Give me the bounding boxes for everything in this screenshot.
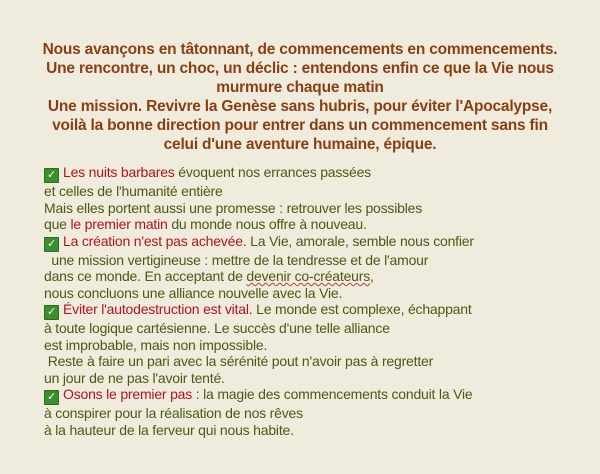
- intro-line: Nous avançons en tâtonnant, de commencements en commencements.: [42, 41, 558, 58]
- section-text-line: et celles de l'humanité entière: [44, 183, 223, 199]
- text-fragment: dans ce monde. En acceptant de: [44, 268, 247, 284]
- checkbox-icon: ✓: [44, 237, 59, 252]
- section-title: La création n'est pas achevée.: [63, 232, 247, 249]
- section-text-line: [44, 216, 564, 233]
- section-title: Les nuits barbares: [63, 164, 175, 180]
- section-text-line: Reste à faire un pari avec la sérénité pout n'avoir pas à regretter: [44, 353, 434, 369]
- section-text: évoquent nos errances passées: [178, 164, 371, 180]
- section-4-first-line: [44, 386, 564, 405]
- section-text-line: une mission vertigineuse : mettre de la tendresse et de l'amour: [44, 251, 429, 268]
- section-text-line: un jour de ne pas l'avoir tenté.: [44, 369, 225, 386]
- highlight-text: le premier matin: [70, 216, 168, 232]
- section-text-line: à la hauteur de la ferveur qui nous habite.: [44, 421, 294, 438]
- intro-paragraph: [20, 40, 580, 154]
- checkbox-icon: ✓: [44, 305, 59, 320]
- section-2-first-line: [44, 233, 564, 252]
- section-text-line: Mais elles portent aussi une promesse : retrouver les possibles: [44, 199, 423, 216]
- sections-block: [44, 164, 564, 438]
- intro-line: Une mission. Revivre la Genèse sans hubris, pour éviter l'Apocalypse,: [47, 98, 553, 115]
- section-title: Éviter l'autodestruction est vital.: [63, 301, 253, 317]
- text-fragment: du monde nous offre à nouveau.: [167, 216, 367, 232]
- intro-line: murmure chaque matin: [216, 79, 384, 96]
- text-fragment: que: [44, 216, 71, 232]
- section-text: : la magie des commencements conduit la Vie: [192, 386, 473, 402]
- section-title: Osons le premier pas: [63, 386, 193, 402]
- section-text: La Vie, amorale, semble nous confier: [246, 232, 474, 249]
- intro-line: voilà la bonne direction pour entrer dans un commencement sans fin: [52, 117, 548, 134]
- checkbox-icon: ✓: [44, 390, 59, 405]
- intro-line: Une rencontre, un choc, un déclic : entendons enfin ce que la Vie nous: [46, 60, 554, 77]
- section-text-line: [44, 268, 564, 285]
- checkbox-icon: ✓: [44, 168, 59, 183]
- section-text-line: à toute logique cartésienne. Le succès d'une telle alliance: [44, 320, 390, 336]
- section-text: Le monde est complexe, échappant: [252, 301, 472, 317]
- section-3-first-line: [44, 301, 564, 320]
- section-text-line: à conspirer pour la réalisation de nos rêves: [44, 405, 303, 421]
- spellcheck-underlined-text: devenir co-créateurs: [246, 268, 371, 284]
- section-text-line: nous concluons une alliance nouvelle avec la Vie.: [44, 284, 343, 301]
- section-1-first-line: [44, 164, 564, 183]
- section-text-line: est improbable, mais non impossible.: [44, 336, 268, 353]
- intro-line: celui d'une aventure humaine, épique.: [163, 136, 437, 153]
- text-fragment: ,: [370, 268, 374, 284]
